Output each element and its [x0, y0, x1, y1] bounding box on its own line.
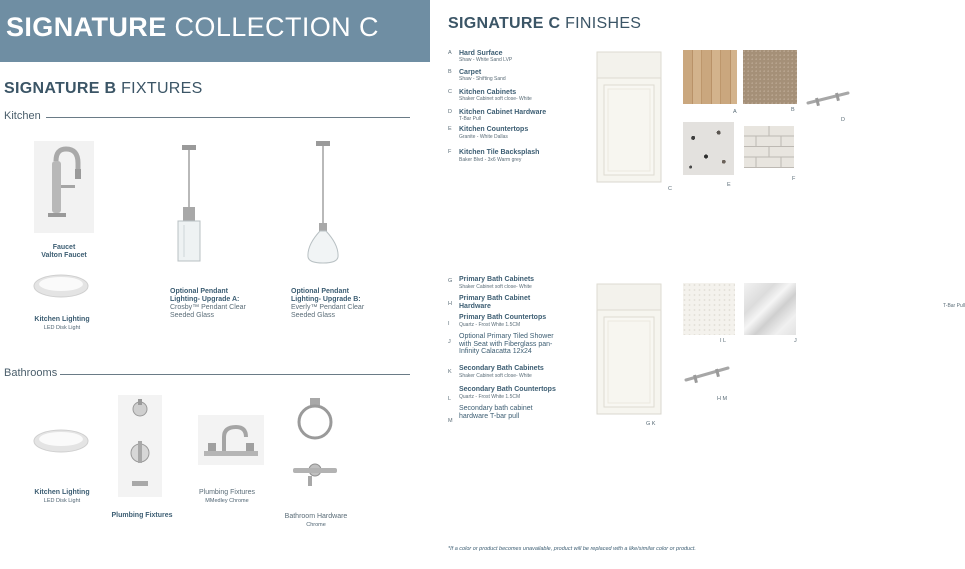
finish-name: Kitchen Countertops [459, 126, 529, 133]
finish-name: Secondary Bath Countertops [459, 386, 556, 393]
finishes-heading-light: FINISHES [565, 15, 642, 32]
finish-name: Primary Bath Cabinet Hardware [459, 295, 531, 310]
finish-name: Kitchen Tile Backsplash [459, 149, 540, 156]
swatch-letter-e: E [727, 182, 731, 188]
bath-hardware-image [290, 398, 340, 492]
swatch-letter-d: D [841, 117, 845, 123]
kitchen-section-label: Kitchen [4, 110, 41, 122]
backsplash-swatch [744, 126, 794, 168]
finish-spec: T-Bar Pull [459, 116, 481, 122]
pendant-a-image [172, 145, 206, 265]
calacatta-swatch [744, 283, 796, 335]
finish-letter: K [448, 369, 452, 375]
kitchen-pull-swatch [806, 86, 850, 110]
bath-pull-swatch [684, 362, 730, 386]
finish-letter: I [448, 321, 450, 327]
swatch-letter-gk: G K [646, 421, 656, 427]
finish-spec: Shaw - White Sand LVP [459, 57, 513, 63]
finish-name: Primary Bath Cabinets [459, 276, 535, 283]
finish-letter: L [448, 396, 452, 402]
finish-name: Secondary Bath Cabinets [459, 365, 544, 372]
banner-title-bold: SIGNATURE [6, 12, 167, 42]
finish-name: Primary Bath Countertops [459, 314, 547, 321]
finish-name: Hard Surface [459, 50, 503, 57]
fixtures-heading-light: FIXTURES [121, 80, 203, 97]
faucet-title: Faucet [52, 244, 76, 251]
kitchen-cabinet-swatch [596, 51, 662, 183]
finish-spec: Shaw - Shifting Sand [459, 76, 506, 82]
finish-letter: M [448, 418, 453, 424]
pendant-b-subtitle: Everly™ Pendant Clear Seeded Glass [291, 304, 365, 319]
footnote: *If a color or product becomes unavailable, product will be replaced with a like/similar color or product. [448, 546, 696, 552]
finish-name: Secondary bath cabinet hardware T-bar pull [459, 405, 533, 420]
finish-letter: B [448, 69, 452, 75]
kitchen-lighting-title: Kitchen Lighting [34, 316, 90, 323]
faucet-caption [24, 244, 104, 260]
swatch-letter-il: I L [720, 338, 727, 344]
shower-fixtures-image [118, 395, 162, 497]
finish-letter: F [448, 149, 452, 155]
pendant-a-title: Optional Pendant Lighting- Upgrade A: [170, 288, 240, 303]
pendant-b-caption [291, 288, 371, 320]
finish-spec: T-Bar Pull [943, 303, 965, 309]
faucet-subtitle: Valton Faucet [41, 252, 87, 259]
swatch-letter-hm: H M [717, 396, 728, 402]
plumbing-fixtures-title: Plumbing Fixtures [198, 489, 256, 496]
finish-spec: Shaker Cabinet soft close- White [459, 96, 532, 102]
kitchen-lighting-subtitle: LED Disk Light [43, 325, 81, 331]
finish-letter: G [448, 278, 453, 284]
plumbing-fixtures-caption [186, 489, 268, 505]
bath-cabinet-swatch [596, 283, 662, 415]
swatch-letter-b: B [791, 107, 795, 113]
bath-hardware-subtitle: Chrome [306, 522, 326, 528]
kitchen-section-rule [46, 117, 410, 118]
finish-name: Kitchen Cabinets [459, 89, 517, 96]
pendant-b-title: Optional Pendant Lighting- Upgrade B: [291, 288, 361, 303]
bathrooms-section-label: Bathrooms [4, 367, 58, 379]
finish-name: Optional Primary Tiled Shower with Seat with Fiberglass pan- Infinity Calacatta 12x24 [459, 333, 554, 355]
kitchen-countertop-swatch [683, 122, 734, 175]
pendant-a-caption [170, 288, 250, 320]
finishes-heading [448, 15, 641, 33]
finish-letter: H [448, 301, 452, 307]
pendant-a-subtitle: Crosby™ Pendant Clear Seeded Glass [170, 304, 246, 319]
finish-letter: A [448, 50, 452, 56]
banner-title-light: COLLECTION C [174, 12, 379, 42]
finish-spec: Baker Blvd - 3x6 Warm grey [459, 157, 522, 163]
finish-letter: J [448, 339, 451, 345]
finish-spec: Quartz - Frost White 1.5CM [459, 322, 521, 328]
plumbing-fixtures-subtitle: MMedley Chrome [205, 498, 249, 504]
bath-disk-light-image [32, 425, 90, 455]
bath-faucet-image [198, 415, 264, 465]
plumbing-caption [100, 512, 184, 520]
bath-lighting-subtitle: LED Disk Light [43, 498, 81, 504]
faucet-image [34, 141, 94, 233]
finish-spec: Quartz - Frost White 1.5CM [459, 394, 521, 400]
swatch-letter-a: A [733, 109, 737, 115]
finishes-heading-bold: SIGNATURE C [448, 15, 561, 32]
finish-letter: C [448, 89, 452, 95]
finish-letter: D [448, 109, 452, 115]
plumbing-title: Plumbing Fixtures [111, 512, 173, 519]
swatch-letter-j: J [794, 338, 797, 344]
swatch-letter-f: F [792, 176, 796, 182]
disk-light-image [32, 270, 90, 300]
pendant-b-image [303, 141, 343, 265]
bathrooms-section-rule [60, 374, 410, 375]
finish-spec: Shaker Cabinet soft close- White [459, 284, 532, 290]
finish-spec: Shaker Cabinet soft close- White [459, 373, 532, 379]
finish-spec: Granite - White Dallas [459, 134, 508, 140]
finish-letter: E [448, 126, 452, 132]
swatch-letter-c: C [668, 186, 672, 192]
bath-hardware-caption [276, 513, 356, 529]
finish-name: Kitchen Cabinet Hardware [459, 109, 547, 116]
bath-hardware-title: Bathroom Hardware [284, 513, 348, 520]
fixtures-heading-bold: SIGNATURE B [4, 80, 117, 97]
fixtures-heading [4, 80, 203, 98]
finish-name: Carpet [459, 69, 482, 76]
quartz-swatch [683, 283, 735, 335]
bath-lighting-caption [22, 489, 102, 505]
bath-lighting-title: Kitchen Lighting [34, 489, 90, 496]
hard-surface-swatch [683, 50, 737, 104]
carpet-swatch [743, 50, 797, 104]
kitchen-lighting-caption [22, 316, 102, 332]
collection-banner [0, 0, 430, 62]
